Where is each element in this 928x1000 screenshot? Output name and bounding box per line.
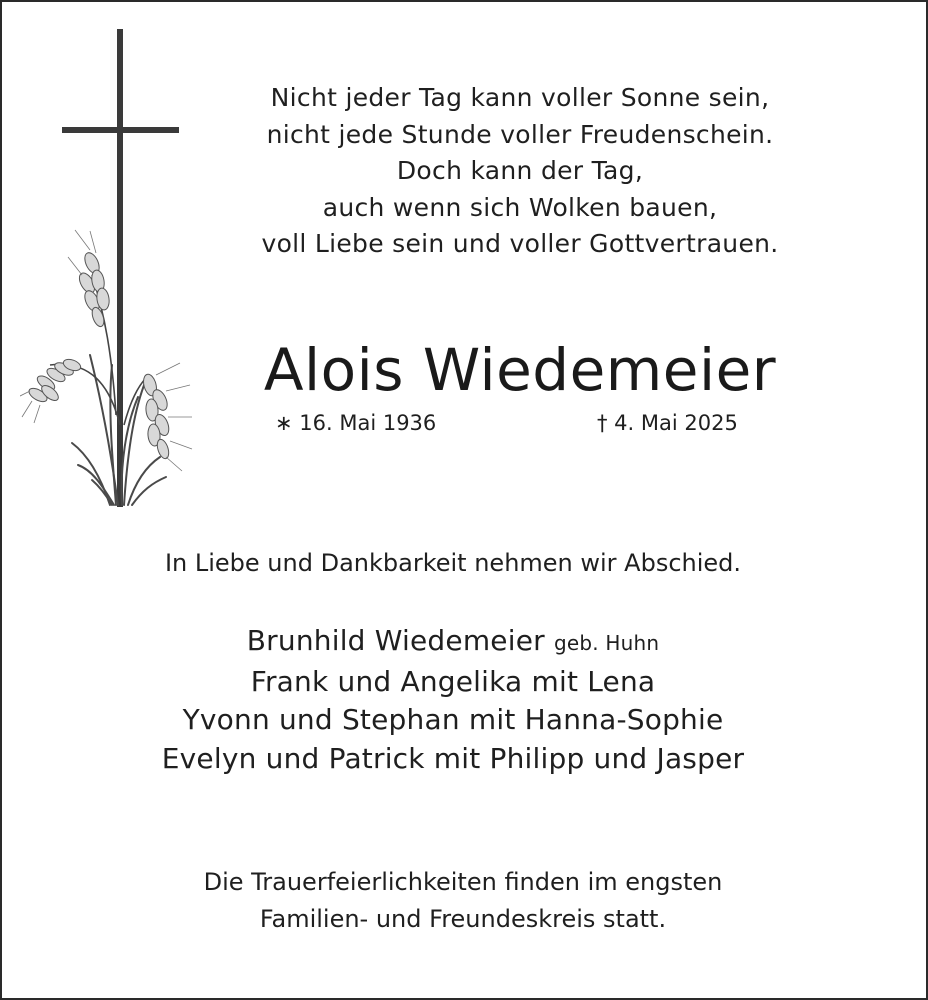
poem-line: auch wenn sich Wolken bauen, <box>322 192 718 222</box>
poem-line: Doch kann der Tag, <box>396 156 644 185</box>
family-line: Yvonn und Stephan mit Hanna-Sophie <box>182 703 724 736</box>
death-date: † 4. Mai 2025 <box>597 411 738 435</box>
family-line: Frank und Angelika mit Lena <box>250 664 656 698</box>
family-list <box>100 622 806 778</box>
poem <box>200 80 840 263</box>
cross-with-wheat-icon <box>20 25 200 510</box>
poem-line: Nicht jeder Tag kann voller Sonne sein, <box>270 83 770 112</box>
family-line: Evelyn und Patrick mit Philipp und Jasper <box>161 741 745 775</box>
spouse-name: Brunhild Wiedemeier <box>246 624 545 657</box>
poem-line: nicht jede Stunde voller Freudenschein. <box>266 119 774 149</box>
farewell-text: In Liebe und Dankbarkeit nehmen wir Abschied. <box>164 549 742 577</box>
family-spouse <box>100 622 806 663</box>
service-note <box>130 864 796 938</box>
birth-date: ∗ 16. Mai 1936 <box>275 411 437 435</box>
deceased-name: Alois Wiedemeier <box>263 336 777 404</box>
spouse-maiden-name: geb. Huhn <box>553 631 660 655</box>
service-line: Die Trauerfeierlichkeiten finden im engsten <box>203 868 723 896</box>
service-line: Familien- und Freundeskreis statt. <box>259 905 667 933</box>
poem-line: voll Liebe sein und voller Gottvertrauen. <box>261 229 779 258</box>
